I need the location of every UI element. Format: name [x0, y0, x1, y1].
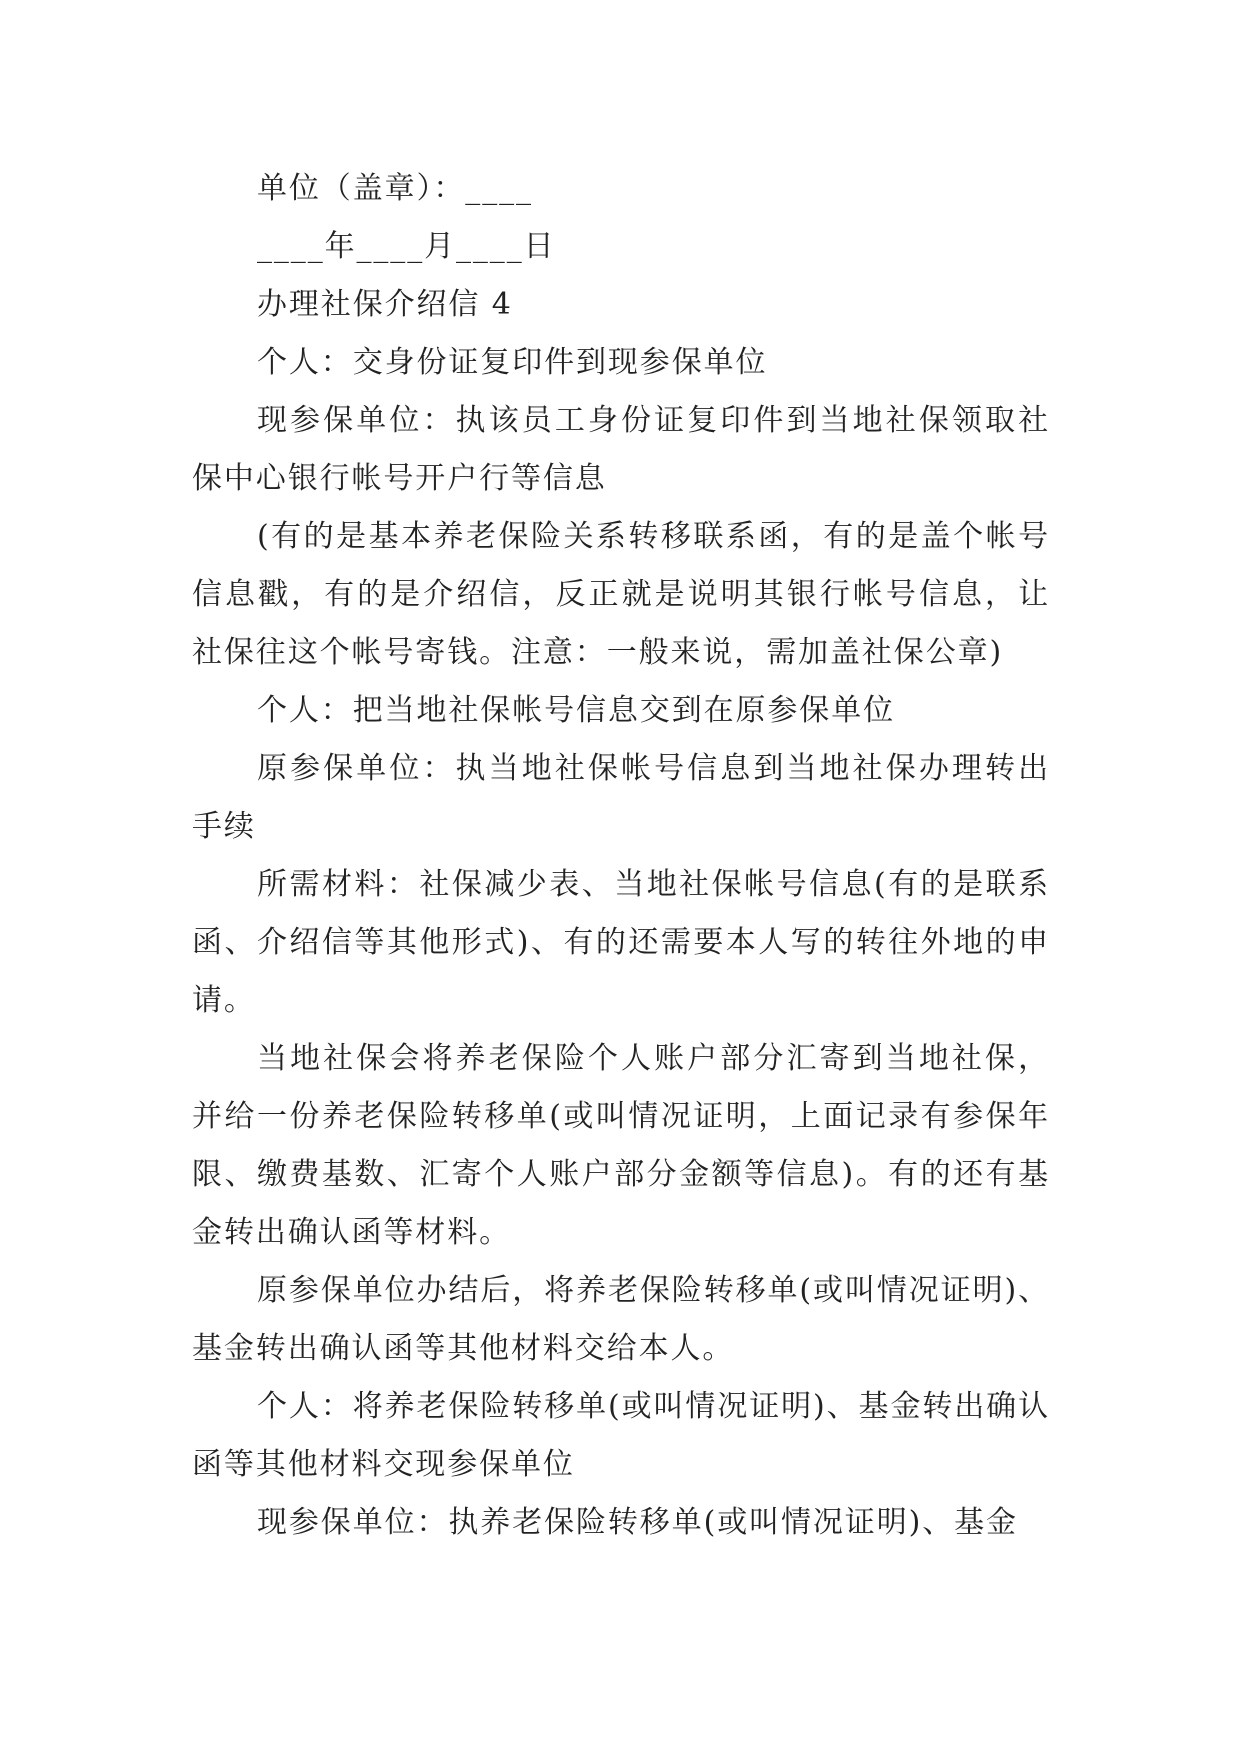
paragraph: 现参保单位：执养老保险转移单(或叫情况证明)、基金: [257, 1505, 1018, 1540]
paragraph: 个人：把当地社保帐号信息交到在原参保单位: [257, 693, 895, 728]
paragraph: 现参保单位：执该员工身份证复印件到当地社保领取社保中心银行帐号开户行等信息: [192, 403, 1050, 496]
seal-line: 单位（盖章）：____: [257, 171, 533, 206]
paragraph: 个人：将养老保险转移单(或叫情况证明)、基金转出确认函等其他材料交现参保单位: [192, 1389, 1050, 1482]
paragraph: (有的是基本养老保险关系转移联系函，有的是盖个帐号信息戳，有的是介绍信，反正就是说明其银行帐号信息，让社保往这个帐号寄钱。注意：一般来说，需加盖社保公章): [192, 519, 1050, 670]
paragraph: 当地社保会将养老保险个人账户部分汇寄到当地社保，并给一份养老保险转移单(或叫情况证明，上面记录有参保年限、缴费基数、汇寄个人账户部分金额等信息)。有的还有基金转出确认函等材料。: [192, 1041, 1050, 1250]
document-body: [192, 160, 1050, 1552]
paragraph: 个人：交身份证复印件到现参保单位: [257, 345, 768, 380]
paragraph: 原参保单位：执当地社保帐号信息到当地社保办理转出手续: [192, 751, 1050, 844]
date-line: ____年____月____日: [257, 229, 556, 264]
paragraph: 所需材料：社保减少表、当地社保帐号信息(有的是联系函、介绍信等其他形式)、有的还需要本人写的转往外地的申请。: [192, 867, 1050, 1018]
paragraph: 原参保单位办结后，将养老保险转移单(或叫情况证明)、基金转出确认函等其他材料交给本人。: [192, 1273, 1050, 1366]
section-title: 办理社保介绍信 4: [257, 287, 513, 322]
